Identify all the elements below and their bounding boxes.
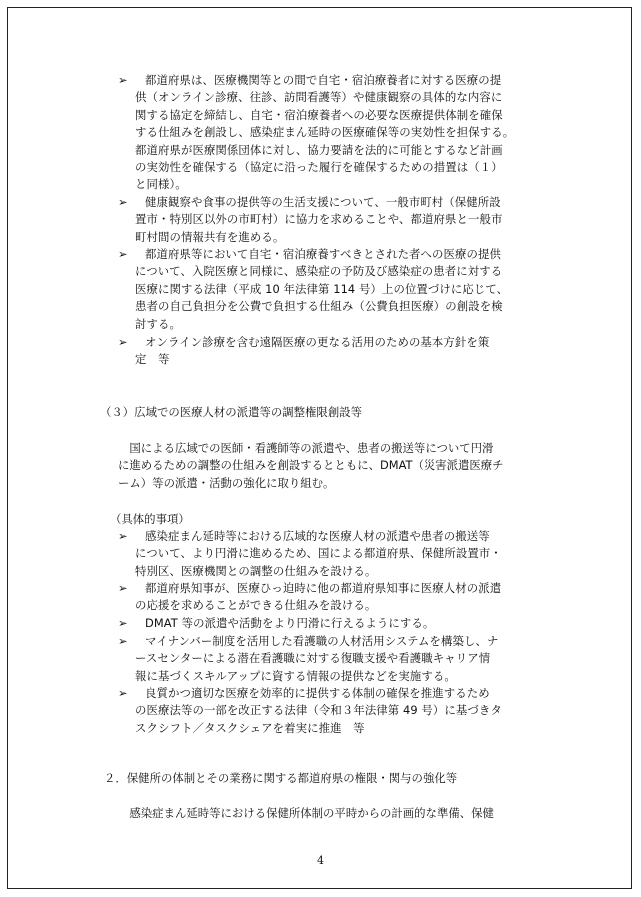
bullet-arrow-icon: ➢	[118, 73, 128, 87]
bullet-arrow-icon: ➢	[118, 247, 128, 261]
bullet-item-remote-medicine: ➢ オンライン診療を含む遠隔医療の更なる活用のための基本方針を策 定 等	[118, 335, 490, 367]
section-3-intro: 国による広域での医師・看護師等の派遣や、患者の搬送等について円滑 に進めるための調整の仕組みを創設するとともに、DMAT（災害派遣医療チ ーム）等の派遣・活動の強化に取り組む。	[118, 441, 504, 490]
bullet-item-dmat: ➢ DMAT 等の派遣や活動をより円滑に行えるようにする。	[118, 615, 558, 632]
bullet-item-governor-support-request: ➢ 都道府県知事が、医療ひっ迫時に他の都道府県知事に医療人材の派遣 の応援を求めることができる仕組みを設ける。	[118, 581, 502, 613]
bullet-item-home-care-agreements: ➢ 都道府県は、医療機関等との間で自宅・宿泊療養者に対する医療の提 供（オンライン診療、往診、訪問看護等）や健康観察の具体的な内容に 関する協定を締結し、自宅・宿泊療養者への必要な医療提供体制を確保 する仕組みを創設し、感染症まん延時の医療確保等の実効性を担保する。 都道府県が医療関係団体に対し、協力要請を法的に可能とするなど計画 の実効性を確保する（協定に沿った履行を確保するための措置は（１） と同様）。	[118, 73, 515, 192]
bullet-item-public-expense-care: ➢ 都道府県等において自宅・宿泊療養すべきとされた者への医療の提供 について、入院医療と同様に、感染症の予防及び感染症の患者に対する 医療に関する法律（平成 10 年法律第 114 号）上の位置づけに応じて、 患者の自己負担分を公費で負担する仕組み（公費負担医療）の創設を検 討する。	[118, 247, 509, 331]
bullet-arrow-icon: ➢	[118, 581, 128, 595]
bullet-arrow-icon: ➢	[118, 195, 128, 209]
specifics-label: （具体的事項）	[110, 512, 190, 526]
bullet-arrow-icon: ➢	[118, 686, 128, 700]
bullet-item-wide-area-dispatch: ➢ 感染症まん延時等における広域的な医療人材の派遣や患者の搬送等 について、より円滑に進めるため、国による都道府県、保健所設置市・ 特別区、医療機関との調整の仕組みを設ける。	[118, 529, 502, 578]
bullet-arrow-icon: ➢	[118, 335, 128, 349]
page-number: 4	[317, 854, 324, 867]
section-3-heading: （３）広域での医療人材の派遣等の調整権限創設等	[100, 405, 362, 419]
bullet-item-nurse-system: ➢ マイナンバー制度を活用した看護職の人材活用システムを構築し、ナ ースセンターによる潜在看護職に対する復職支援や看護職キャリア情 報に基づくスキルアップに資する情報の提供などを実施する。	[118, 634, 499, 683]
bullet-arrow-icon: ➢	[118, 529, 128, 543]
bullet-item-task-shift: ➢ 良質かつ適切な医療を効率的に提供する体制の確保を推進するため の医療法等の一部を改正する法律（令和３年法律第 49 号）に基づきタ スクシフト／タスクシェアを着実に推進 等	[118, 686, 502, 735]
section-2-intro: 感染症まん延時等における保健所体制の平時からの計画的な準備、保健	[118, 806, 494, 820]
section-2-heading: ２．保健所の体制とその業務に関する都道府県の権限・関与の強化等	[104, 771, 458, 785]
bullet-item-living-support: ➢ 健康観察や食事の提供等の生活支援について、一般市町村（保健所設 置市・特別区以外の市町村）に協力を求めることや、都道府県と一般市 町村間の情報共有を進める。	[118, 195, 503, 244]
bullet-arrow-icon: ➢	[118, 616, 128, 630]
bullet-arrow-icon: ➢	[118, 634, 128, 648]
